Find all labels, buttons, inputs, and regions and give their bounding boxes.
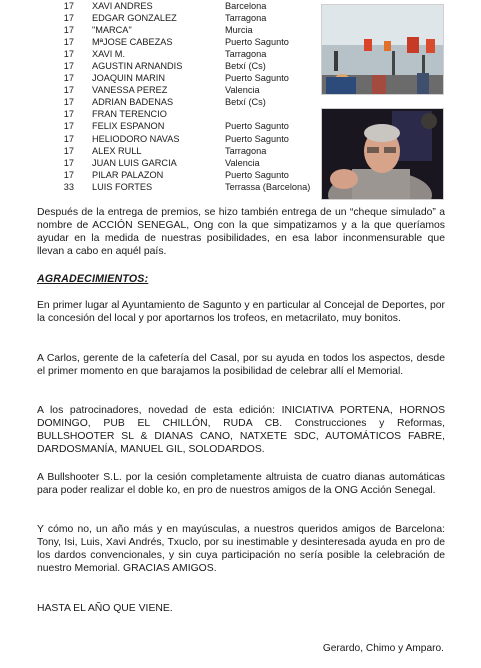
player-city: Puerto Sagunto (225, 37, 289, 48)
player-city: Valencia (225, 157, 260, 168)
player-name: XAVI ANDRES (92, 1, 153, 11)
result-row (52, 96, 314, 108)
result-row (52, 60, 314, 72)
ayuntamiento-paragraph: En primer lugar al Ayuntamiento de Sagunto y en particular al Concejal de Deportes, por la concesión del local y por aportarnos los trofeos, en metacrilato, muy bonitos. (37, 300, 445, 324)
bullshooter-paragraph: A Bullshooter S.L. por la cesión completamente altruista de cuatro dianas automáticas para poder realizar el doble ko, en pro de nuestros amigos de la ONG Acción Senegal. (37, 472, 445, 496)
man-portrait-illustration (322, 109, 443, 199)
player-city: Murcia (225, 25, 253, 36)
player-name: AGUSTIN ARNANDIS (92, 61, 183, 72)
result-row (52, 133, 314, 145)
player-name: JOAQUIN MARIN (92, 73, 165, 84)
player-city: Betxí (Cs) (225, 97, 266, 108)
man-portrait-photo (321, 108, 444, 200)
player-name: ALEX RULL (92, 145, 142, 156)
result-position: 17 (63, 133, 74, 144)
result-row (52, 0, 314, 12)
sponsors-paragraph: A los patrocinadores, novedad de esta edición: INICIATIVA PORTENA, HORNOS DOMINGO, PUB EL CHILLÓN, RUDA CB. Construcciones y Reformas, BULLSHOOTER SL & DIANAS CANO, NATXETE SDC, AUTOMÁTICOS FABRE, DARDOSMANÍA, MANUEL GIL, SOLODARDOS. (37, 405, 445, 455)
result-position: 17 (63, 13, 74, 24)
player-name: MªJOSE CABEZAS (92, 37, 173, 48)
player-city: Puerto Sagunto (225, 133, 289, 144)
player-city: Terrassa (Barcelona) (225, 181, 311, 192)
barcelona-paragraph: Y cómo no, un año más y en mayúsculas, a nuestros queridos amigos de Barcelona: Tony, Isi, Luis, Xavi Andrés, Txuclo, por su inestimable y desinteresada ayuda en pro de los dardos convencionales, y sin cuya participación no sería posible la celebración de nuestro Memorial. GRACIAS AMIGOS. (37, 524, 445, 574)
player-city: Valencia (225, 85, 260, 96)
result-position: 33 (63, 181, 74, 192)
result-position: 17 (63, 61, 74, 72)
carlos-paragraph: A Carlos, gerente de la cafetería del Casal, por su ayuda en todos los aspectos, desde el primer momento en que barajamos la posibilidad de celebrar allí el Memorial. (37, 353, 445, 377)
result-position: 17 (63, 25, 74, 36)
player-name: PILAR PALAZON (92, 169, 164, 180)
result-row (52, 120, 314, 132)
result-row (52, 108, 314, 120)
result-position: 17 (63, 85, 74, 96)
result-position: 17 (63, 37, 74, 48)
result-row (52, 84, 314, 96)
result-position: 17 (63, 97, 74, 108)
player-name: "MARCA" (92, 25, 132, 36)
result-position: 17 (63, 121, 74, 132)
result-position: 17 (63, 157, 74, 168)
acknowledgements-heading: AGRADECIMIENTOS: (37, 273, 149, 285)
result-position: 17 (63, 73, 74, 84)
result-position: 17 (63, 49, 74, 60)
player-name: ADRIAN BADENAS (92, 97, 174, 108)
farewell-line: HASTA EL AÑO QUE VIENE. (37, 603, 173, 614)
result-row (52, 157, 314, 169)
result-row (52, 36, 314, 48)
result-row (52, 169, 314, 181)
player-city: Puerto Sagunto (225, 169, 289, 180)
result-position: 17 (63, 109, 74, 120)
player-name: FRAN TERENCIO (92, 109, 167, 120)
player-city: Tarragona (225, 145, 267, 156)
event-hall-illustration (322, 5, 443, 94)
player-city: Barcelona (225, 1, 267, 11)
player-city: Betxí (Cs) (225, 61, 266, 72)
player-name: HELIODORO NAVAS (92, 133, 180, 144)
result-position: 17 (63, 1, 74, 11)
player-name: EDGAR GONZALEZ (92, 13, 177, 24)
cheque-paragraph: Después de la entrega de premios, se hizo también entrega de un “cheque simulado” a nombre de ACCIÓN SENEGAL, Ong con la que simpatizamos y a la que queríamos ayudar en la medida de nuestras posibilidades, en esa labor inconmensurable que llevan a cabo en aquél país. (37, 207, 445, 257)
result-row (52, 12, 314, 24)
signature-line: Gerardo, Chimo y Amparo. (322, 643, 444, 654)
result-row (52, 72, 314, 84)
result-row (52, 24, 314, 36)
result-row (52, 181, 314, 193)
player-city: Tarragona (225, 13, 267, 24)
result-row (52, 48, 314, 60)
player-city: Tarragona (225, 49, 267, 60)
result-position: 17 (63, 169, 74, 180)
result-position: 17 (63, 145, 74, 156)
results-table (52, 0, 314, 193)
player-name: XAVI M. (92, 49, 126, 60)
player-city: Puerto Sagunto (225, 73, 289, 84)
player-city (225, 108, 314, 120)
player-name: LUIS FORTES (92, 181, 153, 192)
player-name: VANESSA PEREZ (92, 85, 168, 96)
player-name: JUAN LUIS GARCIA (92, 157, 177, 168)
player-name: FELIX ESPANON (92, 121, 165, 132)
player-city: Puerto Sagunto (225, 121, 289, 132)
event-hall-photo (321, 4, 444, 95)
result-row (52, 145, 314, 157)
